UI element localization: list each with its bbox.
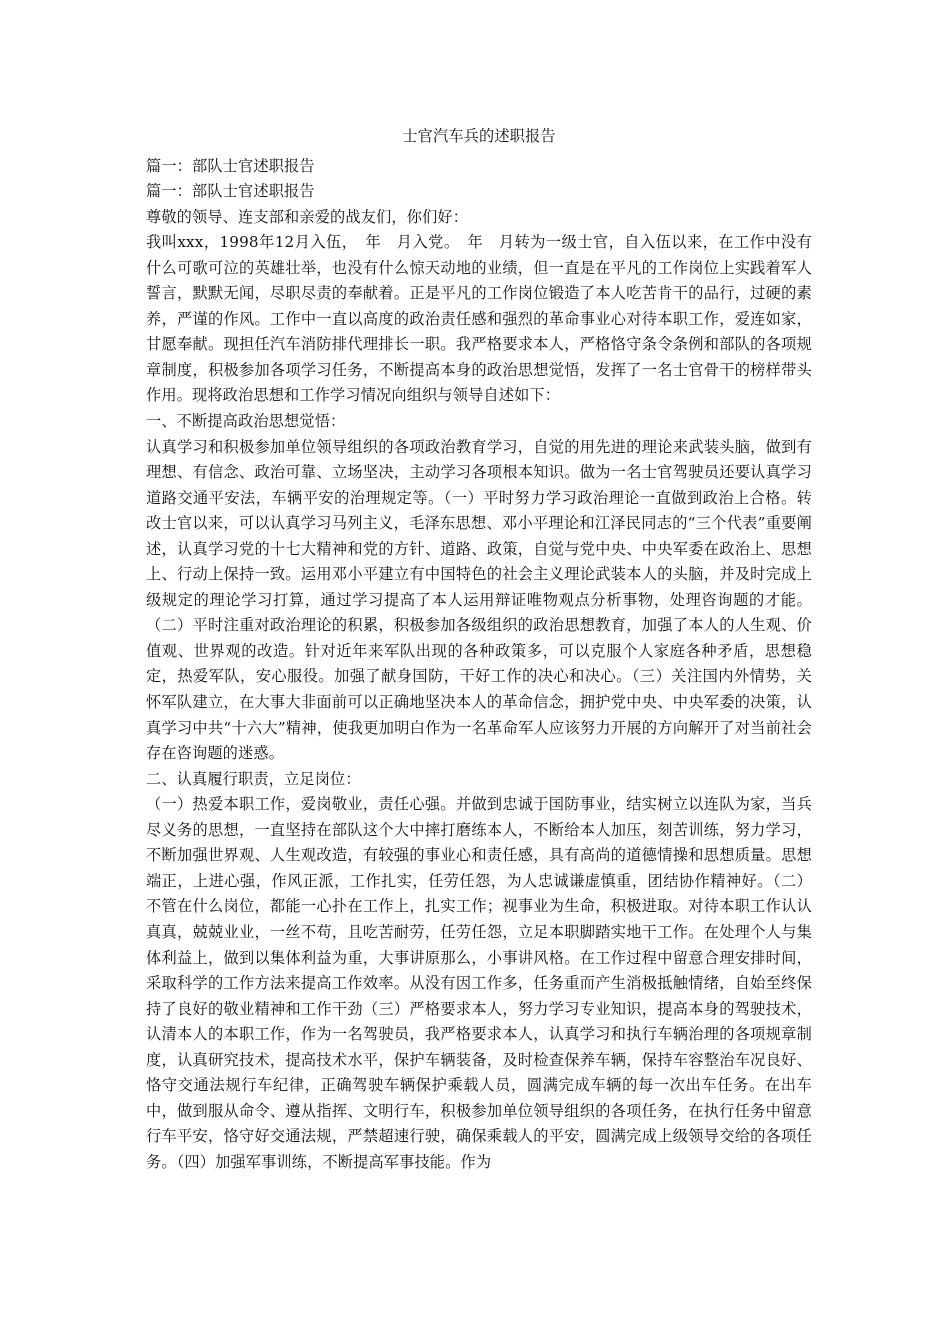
- document-body: [146, 124, 812, 1175]
- section-paragraph: （一）热爱本职工作，爱岗敬业，责任心强。并做到忠诚于国防事业，结实树立以连队为家，当兵尽义务的思想，一直坚持在部队这个大中摔打磨练本人，不断给本人加压，刻苦训练，努力学习，不断加强世界观、人生观改造，有较强的事业心和责任感，具有高尚的道德情操和思想质量。思想端正，上进心强，作风正派，工作扎实，任劳任怨，为人忠诚谦虚慎重，团结协作精神好。（二）不管在什么岗位，都能一心扑在工作上，扎实工作；视事业为生命，积极进取。对待本职工作认认真真，兢兢业业，一丝不苟，且吃苦耐劳，任劳任怨，立足本职脚踏实地干工作。在处理个人与集体利益上，做到以集体利益为重，大事讲原那么，小事讲风格。在工作过程中留意合理安排时间，采取科学的工作方法来提高工作效率。从没有因工作多，任务重而产生消极抵触情绪，自始至终保持了良好的敬业精神和工作干劲（三）严格要求本人，努力学习专业知识，提高本身的驾驶技术，认清本人的本职工作，作为一名驾驶员，我严格要求本人，认真学习和执行车辆治理的各项规章制度，认真研究技术，提高技术水平，保护车辆装备，及时检查保养车辆，保持车容整治车况良好、恪守交通法规行车纪律，正确驾驶车辆保护乘载人员，圆满完成车辆的每一次出车任务。在出车中，做到服从命令、遵从指挥、文明行车，积极参加单位领导组织的各项任务，在执行任务中留意行车平安，恪守好交通法规，严禁超速行驶，确保乘载人的平安，圆满完成上级领导交给的各项任务。（四）加强军事训练，不断提高军事技能。作为: [146, 795, 812, 1171]
- document-title: 士官汽车兵的述职报告: [402, 127, 556, 145]
- subtitle: 篇一：部队士官述职报告: [146, 156, 315, 175]
- section-heading: 二、认真履行职责，立足岗位：: [146, 769, 361, 788]
- greeting: 尊敬的领导、连支部和亲爱的战友们，你们好：: [146, 207, 469, 226]
- section-heading: 一、不断提高政治思想觉悟：: [146, 412, 346, 431]
- subtitle: 篇一：部队士官述职报告: [146, 182, 315, 201]
- intro-paragraph: 我叫xxx，1998年12月入伍， 年 月入党。 年 月转为一级士官，自入伍以来，在工作中没有什么可歌可泣的英雄壮举，也没有什么惊天动地的业绩，但一直是在平凡的工作岗位上实践着军人誓言，默默无闻，尽职尽责的奉献着。正是平凡的工作岗位锻造了本人吃苦肯干的品行，过硬的素养，严谨的作风。工作中一直以高度的政治责任感和强烈的革命事业心对待本职工作，爱连如家，甘愿奉献。现担任汽车消防排代理排长一职。我严格要求本人，严格恪守条令条例和部队的各项规章制度，积极参加各项学习任务，不断提高本身的政治思想觉悟，发挥了一名士官骨干的榜样带头作用。现将政治思想和工作学习情况向组织与领导自述如下：: [146, 233, 812, 405]
- section-paragraph: 认真学习和积极参加单位领导组织的各项政治教育学习，自觉的用先进的理论来武装头脑，做到有理想、有信念、政治可靠、立场坚决，主动学习各项根本知识。做为一名士官驾驶员还要认真学习道路交通平安法，车辆平安的治理规定等。（一）平时努力学习政治理论一直做到政治上合格。转改士官以来，可以认真学习马列主义，毛泽东思想、邓小平理论和江泽民同志的“三个代表”重要阐述，认真学习党的十七大精神和党的方针、道路、政策，自觉与党中央、中央军委在政治上、思想上、行动上保持一致。运用邓小平建立有中国特色的社会主义理论武装本人的头脑，并及时完成上级规定的理论学习打算，通过学习提高了本人运用辩证唯物观点分析事物，处理咨询题的才能。（二）平时注重对政治理论的积累，积极参加各级组织的政治思想教育，加强了本人的人生观、价值观、世界观的改造。针对近年来军队出现的各种政策多，可以克服个人家庭各种矛盾，思想稳定，热爱军队，安心服役。加强了献身国防，干好工作的决心和决心。（三）关注国内外情势，关怀军队建立，在大事大非面前可以正确地坚决本人的革命信念，拥护党中央、中央军委的决策，认真学习中共“十六大”精神，使我更加明白作为一名革命军人应该努力开展的方向解开了对当前社会存在咨询题的迷惑。: [146, 437, 812, 763]
